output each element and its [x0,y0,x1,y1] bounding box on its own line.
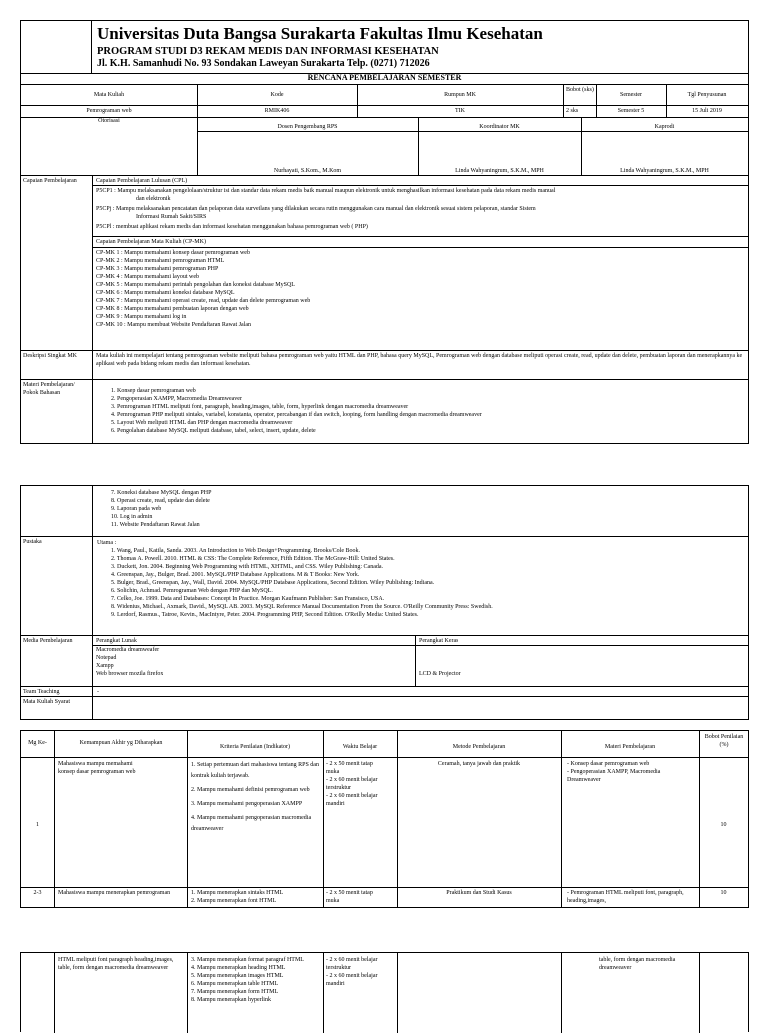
cpmk-title: Capaian Pembelajaran Mata Kuliah (CP-MK) [96,239,206,245]
header-kemampuan: Kemampuan Akhir yg Diharapkan [79,740,163,746]
header-kriteria: Kriteria Penilaian (Indikator) [220,744,290,750]
row2-materi: - Pemrograman HTML meliputi font, paragraph, heading,images, [567,890,684,904]
cpl-list: P5CP1 : Mampu melaksanakan pengelolaan/struktur isi dan standar data rekam medis baik manual maupun elektronik untuk menghasilkan informasi kesehatan pada data rekam medis manual dan elektronik P5CPj : Mampu melaksanakan pencatatan dan pelaporan data surveilans yang dilakukan secara rutin menggunakan cara manual dan elektronik sesuai sistem pelaporan, standar Sistem Informasi Rumah Sakit/SIRS P5CPl : membuat aplikasi rekam medis dan informasi kesehatan menggunakan bahasa pemrograman web ( PHP) [96,188,556,230]
team-label: Team Teaching [23,689,60,695]
header-materi: Materi Pembelajaran [604,744,656,750]
keras-value: LCD & Projector [419,671,461,677]
deskripsi-text: Mata kuliah ini mempelajari tentang pemrograman website meliputi bahasa pemrograman web yaitu HTML dan PHP, bahasa query MySQL, Pemrograman web dengan database meliputi operasi create, read, update dan delete, pembuatan laporan dan menerapkannya ke aplikasi web pada bidang rekam medis dan informasi kesehatan. [96,353,743,367]
dosen-label: Dosen Pengembang RPS [277,124,338,130]
capaian-label: Capaian Pembelajaran [23,178,77,184]
header-week: Mg Ke- [28,740,47,746]
value-kode: RMIK406 [264,108,290,114]
dosen-name: Nurhayati, S.Kom., M.Kom [273,168,342,174]
syarat-label: Mata Kuliah Syarat [23,699,70,705]
row1-kemampuan: Mahasiswa mampu memahami konsep dasar pemrograman web [58,761,136,775]
address: Jl. K.H. Samanhudi No. 93 Sondakan Laweyan Surakarta Telp. (0271) 712026 [97,58,430,69]
header-waktu: Waktu Belajar [342,744,378,750]
row1-metode: Ceramah, tanya jawab dan praktik [437,761,521,767]
weekly-plan-table [20,730,749,908]
row2-kemampuan: Mahasiswa mampu menerapkan pemrograman [58,890,171,896]
keras-label: Perangkat Keras [419,638,459,644]
header-metode: Metode Pembelajaran [452,744,506,750]
label-tgl: Tgl Penyusunan [687,92,727,98]
cpl-title: Capaian Pembelajaran Lulusan (CPL) [96,178,188,184]
pustaka-label: Pustaka [23,539,42,545]
row2cont-waktu: - 2 x 60 menit belajar terstruktur - 2 x 60 menit belajar mandiri [326,957,378,987]
label-bobot: Bobot (sks) [566,87,594,93]
row1-bobot: 10 [720,822,727,828]
row2cont-materi: table, form dengan macromedia dreamweaver [599,957,676,971]
row2-week: 2-3 [33,890,42,896]
materi-list-p1: 1. Konsep dasar pemrograman web 2. Pengoperasian XAMPP, Macromedia Dreamweaver 3. Pemrograman HTML meliputi font, paragraph, heading,images, table, form, hyperlink dengan macromedia dreamweaver 4. Pemrograman PHP meliputi sintaks, variabel, konstanta, operator, percabangan if dan switch, looping, form handling dengan macromedia dreamweaver 5. Layout Web meliputi HTML dan PHP dengan macromedia dreamweaver 6. Pengolahan database MySQL meliputi database, tabel, select, insert, update, delete [111,388,482,434]
media-label: Media Pembelajaran [23,638,73,644]
otorisasi-label: Otorisasi [98,118,120,124]
rps-references-block [20,485,749,720]
row2-bobot: 10 [720,890,727,896]
label-semester: Semester [620,92,642,98]
label-rumpun: Rumpun MK [444,92,476,98]
weekly-plan-continued [20,952,749,1032]
program-title: PROGRAM STUDI D3 REKAM MEDIS DAN INFORMASI KESEHATAN [97,46,439,57]
row2-waktu: - 2 x 50 menit tatap muka [326,890,373,904]
university-title: Universitas Duta Bangsa Surakarta Fakultas Ilmu Kesehatan [97,24,543,43]
value-bobot: 2 sks [566,108,579,114]
lunak-label: Perangkat Lunak [96,638,137,644]
pustaka-list: 1. Wang, Paul., Katila, Sanda. 2003. An Introduction to Web Design+Programming. Brooks/Cole Book. 2. Thomas A. Powell. 2010. HTML & CSS: The Complete Reference, Fifth Edition. The McGraw-Hill: United States. 3. Duckett, Jon. 2004. Beginning Web Programming with HTML, XHTML, and CSS. Wiley Publishing: Canada. 4. Greenspan, Jay., Bulger, Brad. 2001. MySQL/PHP Database Applications. M & T Books: New York. 5. Bulger, Brad., Greenspan, Jay., Wall, David. 2004. MySQL/PHP Database Applications, Second Edition. Wiley Publishing: Indiana. 6. Solichin, Achmad. Pemrograman Web dengan PHP dan MySQL. 7. Celko, Joe. 1999. Data and Databases: Concept In Practice. Morgan Kaufmann Publisher: San Fransisco, USA. 8. Widenius, Michael., Axmark, David., MySQL AB. 2003. MySQL Reference Manual Documentation From the Source. O'Reilly Community Press: Swedish. 9. Lerdorf, Rasmus., Tatroe, Kevin., MacIntyre, Peter. 2004. Programming PHP, Second Edition. O'Reilly Media: United States. [111,548,493,618]
deskripsi-label: Deskripsi Singkat MK [23,353,77,359]
materi-label: Materi Pembelajaran/ Pokok Bahasan [23,382,75,396]
label-mata-kuliah: Mata Kuliah [93,92,125,98]
value-semester: Semester 5 [617,108,645,114]
row2cont-kemampuan: HTML meliputi font paragraph heading,images, table, form dengan macromedia dreamweaver [58,957,174,971]
rps-header-block [20,20,749,444]
team-value: - [97,689,99,695]
koordinator-name: Linda Wahyaningrum, S.K.M., MPH [455,168,544,174]
row1-materi: - Konsep dasar pemrograman web - Pengoperasian XAMPP, Macromedia Dreamweaver [567,761,661,783]
row1-waktu: - 2 x 50 menit tatap muka - 2 x 60 menit belajar terstruktur - 2 x 60 menit belajar mandiri [326,761,378,807]
row2-metode: Praktikum dan Studi Kasus [446,890,512,896]
row2cont-kriteria: 3. Mampu menerapkan format paragraf HTML 4. Mampu menerapkan heading HTML 5. Mampu menerapkan images HTML 6. Mampu menerapkan table HTML 7. Mampu menerapkan form HTML 8. Mampu menerapkan hyperlink [191,957,304,1003]
materi-list-p2: 7. Koneksi database MySQL dengan PHP 8. Operasi create, read, update dan delete 9. Laporan pada web 10. Log in admin 11. Website Pendaftaran Rawat Jalan [111,490,212,528]
row1-week: 1 [36,822,39,828]
kaprodi-name: Linda Wahyaningrum, S.K.M., MPH [620,168,709,174]
kaprodi-label: Kaprodi [654,124,675,130]
value-rumpun: TIK [455,108,465,114]
cpmk-list: CP-MK 1 : Mampu memahami konsep dasar pemrograman web CP-MK 2 : Mampu memahami pemrograman HTML CP-MK 3 : Mampu memahami pemrograman PHP CP-MK 4 : Mampu memahami layout web CP-MK 5 : Mampu memahami perintah pengolahan dan koneksi database MySQL CP-MK 6 : Mampu memahami koneksi database MySQL CP-MK 7 : Mampu memahami operasi create, read, update dan delete pemrograman web CP-MK 8 : Mampu memahami pembuatan laporan dengan web CP-MK 9 : Mampu memahami log in CP-MK 10 : Mampu membuat Website Pendaftaran Rawat Jalan [96,250,311,328]
value-tgl: 15 Juli 2019 [692,108,722,114]
row2-kriteria: 1. Mampu menerapkan sintaks HTML 2. Mampu menerapkan font HTML [191,890,284,904]
header-bobot: Bobot Penilaian (%) [704,734,744,748]
doc-title: RENCANA PEMBELAJARAN SEMESTER [307,73,462,82]
koordinator-label: Koordinator MK [479,124,520,130]
label-kode: Kode [270,92,284,98]
value-mata-kuliah: Pemrograman web [86,108,132,114]
lunak-list: Macromedia dreamweafer Notepad Xampp Web browser mozila firefox [96,647,164,677]
row1-kriteria: 1. Setiap pertemuan dari mahasiswa tentang RPS dan kontrak kuliah terjawab. 2. Mampu memahami definisi pemrograman web 3. Mampu memahami pengoperasian XAMPP 4. Mampu memahami pengoperasian macromedia dreamweaver [191,762,319,832]
pustaka-utama: Utama : [97,540,117,546]
